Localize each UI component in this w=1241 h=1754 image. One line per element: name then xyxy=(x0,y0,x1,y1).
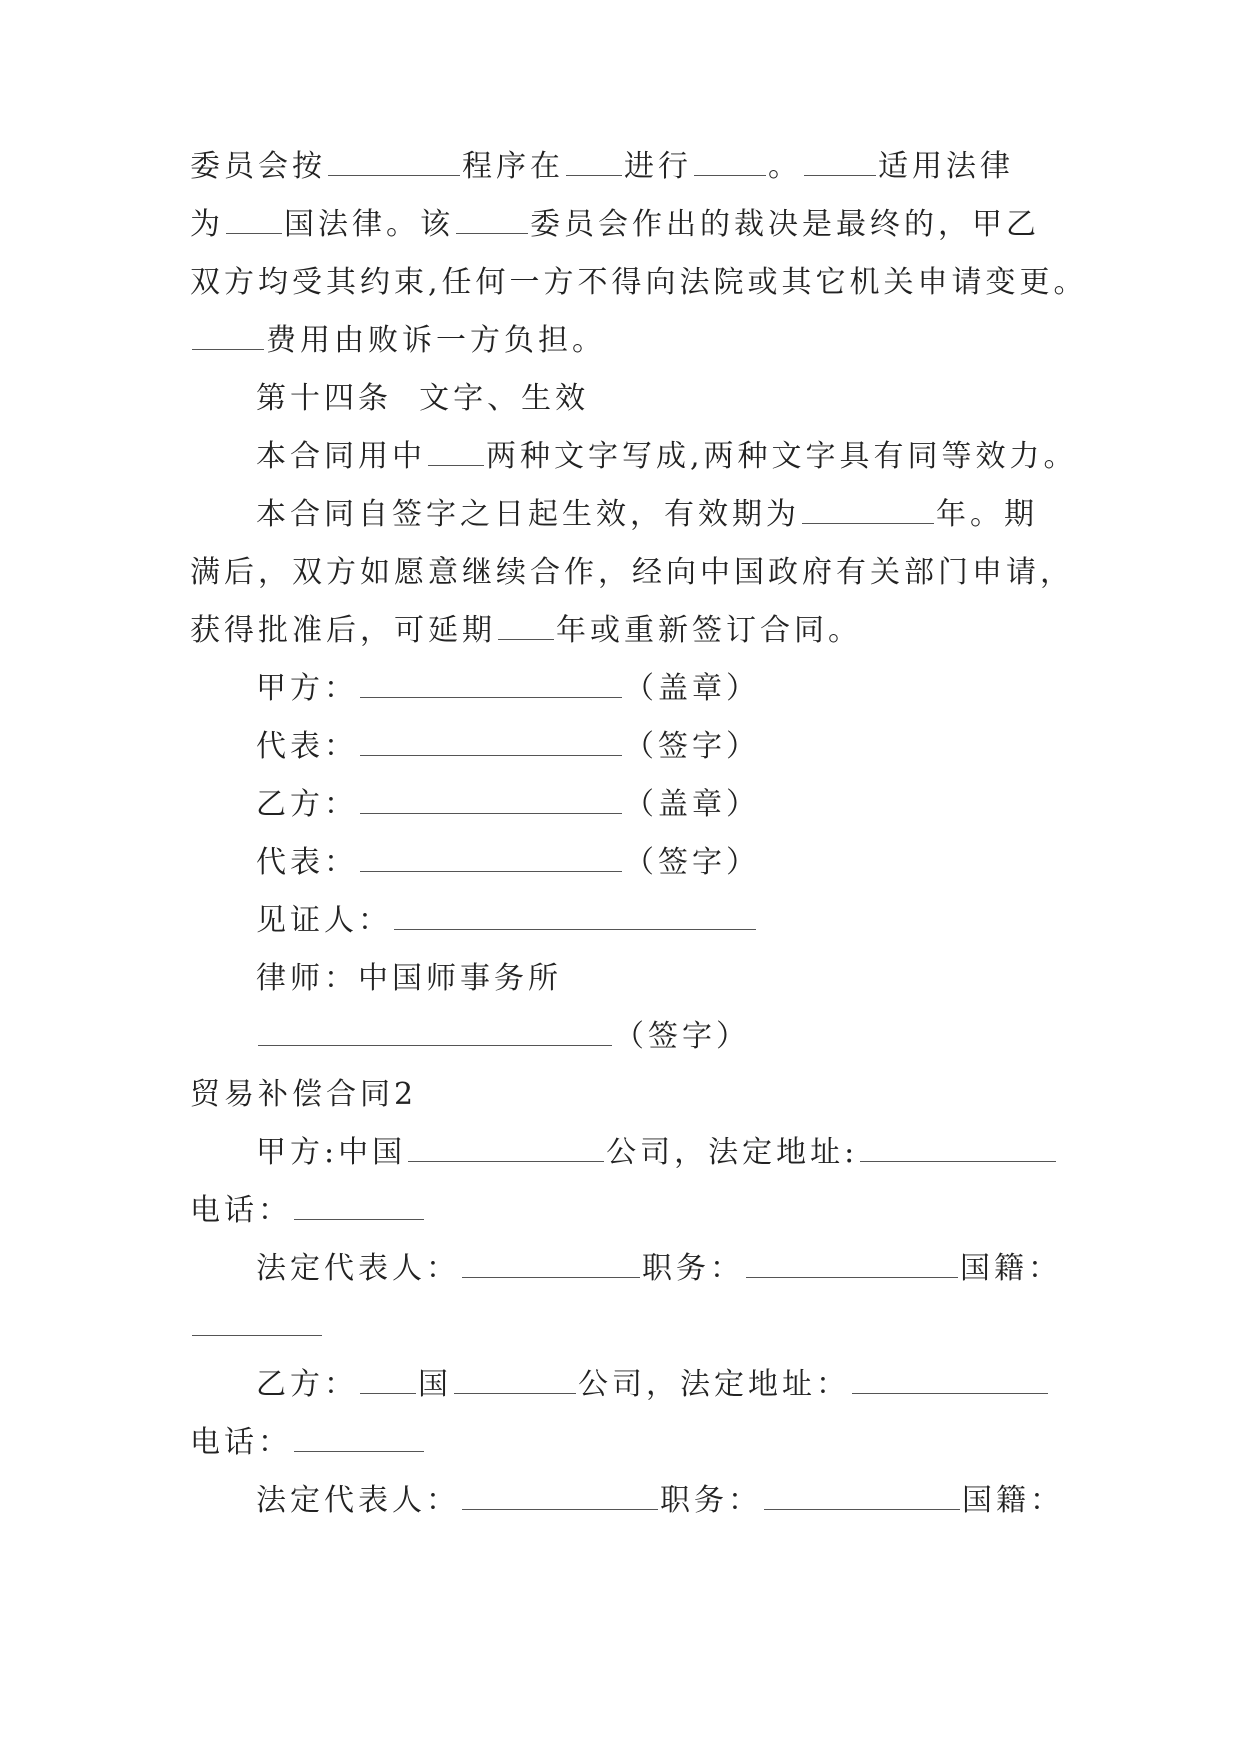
article-heading: 第十四条 文字、生效 xyxy=(256,381,590,416)
blank-field[interactable] xyxy=(852,1363,1048,1394)
contract-2-title: 贸易补偿合同2 xyxy=(190,1077,418,1112)
blank-field[interactable] xyxy=(360,783,622,814)
text: 委员会作出的裁决是最终的，甲乙 xyxy=(530,207,1040,242)
blank-field[interactable] xyxy=(408,1131,604,1162)
blank-field[interactable] xyxy=(764,1479,960,1510)
contract-2-party-b-legal-rep xyxy=(256,1479,1064,1523)
blank-field[interactable] xyxy=(394,899,756,930)
blank-field[interactable] xyxy=(456,203,528,234)
label: （签字） xyxy=(624,845,760,880)
label: 电话： xyxy=(190,1193,292,1228)
blank-field[interactable] xyxy=(694,145,766,176)
text: 费用由败诉一方负担。 xyxy=(266,323,606,358)
label: （盖章） xyxy=(624,787,760,822)
blank-field[interactable] xyxy=(746,1247,958,1278)
witness-line xyxy=(256,899,758,943)
lawyer-line: 律师：中国师事务所 xyxy=(256,961,562,996)
blank-field[interactable] xyxy=(860,1131,1056,1162)
text: 公司，法定地址: xyxy=(606,1135,859,1170)
label: 代表： xyxy=(256,729,358,764)
contract-2-party-a-legal-rep xyxy=(256,1247,1062,1291)
arbitration-line-2 xyxy=(190,203,1040,247)
party-b-seal-line xyxy=(256,783,760,827)
blank-field[interactable] xyxy=(498,609,554,640)
text: 年。期 xyxy=(936,497,1038,532)
contract-2-party-a-nationality-blank xyxy=(190,1305,324,1349)
language-clause xyxy=(256,435,1078,479)
text: 年或重新签订合同。 xyxy=(556,613,862,648)
text: 委员会按 xyxy=(190,149,326,184)
blank-field[interactable] xyxy=(360,1363,416,1394)
party-a-seal-line xyxy=(256,667,760,711)
blank-field[interactable] xyxy=(294,1189,424,1220)
text: 。 xyxy=(768,149,802,184)
label: 国籍： xyxy=(962,1483,1064,1518)
party-a-rep-line xyxy=(256,725,760,769)
lawyer-sign-line xyxy=(256,1015,750,1059)
arbitration-line-1 xyxy=(190,145,1014,189)
text: 甲方:中国 xyxy=(256,1135,407,1170)
contract-2-party-a xyxy=(256,1131,1058,1175)
contract-2-party-a-phone xyxy=(190,1189,426,1233)
arbitration-line-4 xyxy=(190,319,606,363)
label: （签字） xyxy=(614,1019,750,1054)
blank-field[interactable] xyxy=(804,145,876,176)
label: 乙方： xyxy=(256,787,358,822)
blank-field[interactable] xyxy=(566,145,622,176)
label: 职务： xyxy=(642,1251,744,1286)
text: 国法律。该 xyxy=(284,207,454,242)
blank-field[interactable] xyxy=(462,1479,658,1510)
label: 法定代表人： xyxy=(256,1483,460,1518)
label: 职务： xyxy=(660,1483,762,1518)
label: 甲方： xyxy=(256,671,358,706)
blank-field[interactable] xyxy=(192,1305,322,1336)
blank-field[interactable] xyxy=(360,841,622,872)
label: 代表： xyxy=(256,845,358,880)
text: 进行 xyxy=(624,149,692,184)
text: 为 xyxy=(190,207,224,242)
blank-field[interactable] xyxy=(428,435,484,466)
blank-field[interactable] xyxy=(328,145,460,176)
text: 两种文字写成,两种文字具有同等效力。 xyxy=(486,439,1078,474)
text: 程序在 xyxy=(462,149,564,184)
blank-field[interactable] xyxy=(294,1421,424,1452)
blank-field[interactable] xyxy=(462,1247,640,1278)
label: （盖章） xyxy=(624,671,760,706)
blank-field[interactable] xyxy=(192,319,264,350)
party-b-rep-line xyxy=(256,841,760,885)
text: 国 xyxy=(418,1367,452,1402)
validity-line-3 xyxy=(190,609,862,653)
text: 获得批准后，可延期 xyxy=(190,613,496,648)
label: 见证人： xyxy=(256,903,392,938)
label: 电话： xyxy=(190,1425,292,1460)
blank-field[interactable] xyxy=(360,667,622,698)
label: 法定代表人： xyxy=(256,1251,460,1286)
blank-field[interactable] xyxy=(802,493,934,524)
text: 本合同用中 xyxy=(256,439,426,474)
contract-2-party-b xyxy=(256,1363,1050,1407)
blank-field[interactable] xyxy=(360,725,622,756)
blank-field[interactable] xyxy=(454,1363,576,1394)
text: 本合同自签字之日起生效，有效期为 xyxy=(256,497,800,532)
validity-line-2: 满后，双方如愿意继续合作，经向中国政府有关部门申请， xyxy=(190,555,1074,590)
blank-field[interactable] xyxy=(226,203,282,234)
blank-field[interactable] xyxy=(258,1015,612,1046)
text: 乙方： xyxy=(256,1367,358,1402)
label: 国籍： xyxy=(960,1251,1062,1286)
text: 公司，法定地址： xyxy=(578,1367,850,1402)
arbitration-line-3: 双方均受其约束,任何一方不得向法院或其它机关申请变更。 xyxy=(190,265,1088,300)
validity-line-1 xyxy=(256,493,1038,537)
contract-2-party-b-phone xyxy=(190,1421,426,1465)
label: （签字） xyxy=(624,729,760,764)
text: 适用法律 xyxy=(878,149,1014,184)
